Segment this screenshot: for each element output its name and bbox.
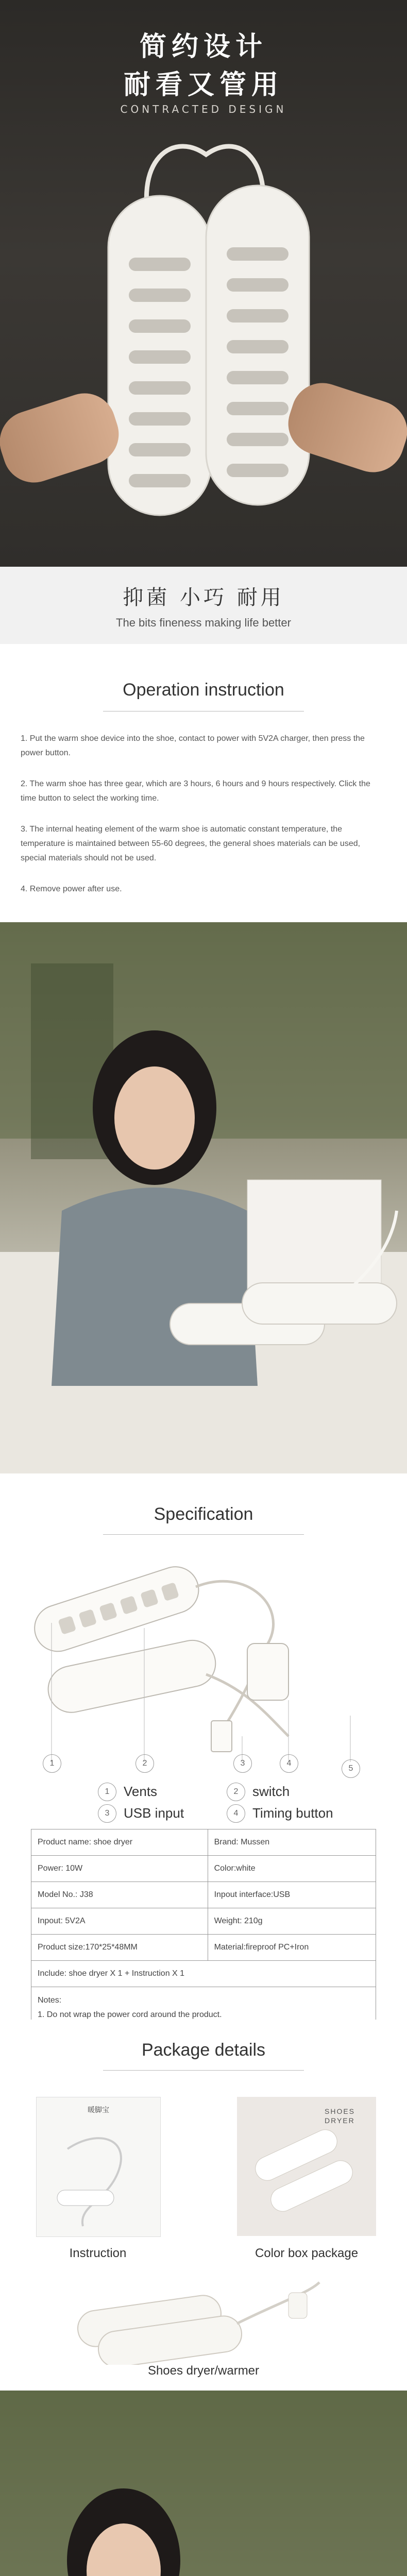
vent-slot <box>129 319 191 333</box>
table-notes-title: Notes: <box>38 1996 62 2005</box>
table-row <box>31 1961 376 1987</box>
table-row <box>31 1829 376 1856</box>
instruction-item: 1. Put the warm shoe device into the shoe, contact to power with 5V2A charger, then press the power button. <box>21 734 365 757</box>
package-label-dryer: Shoes dryer/warmer <box>147 2364 260 2378</box>
table-cell: Product size:170*25*48MM <box>31 1935 208 1961</box>
legend-label-timing: Timing button <box>252 1805 333 1821</box>
table-cell: Model No.: J38 <box>31 1882 208 1908</box>
legend-number: 3 <box>98 1804 116 1823</box>
instruction-booklet-image <box>36 2097 161 2237</box>
callout-number: 3 <box>233 1754 252 1773</box>
vent-slot <box>227 402 289 415</box>
color-box-image <box>237 2097 376 2236</box>
color-box-text: DRYER <box>325 2116 355 2125</box>
table-notes-cell <box>31 1987 376 2020</box>
lifestyle-photo-2 <box>0 2391 407 2576</box>
vent-slot <box>227 340 289 353</box>
table-note: 1. Do not wrap the power cord around the product. <box>38 2010 222 2019</box>
callout-number: 4 <box>280 1754 298 1773</box>
legend-number: 4 <box>227 1804 245 1823</box>
callout-number: 2 <box>135 1754 154 1773</box>
legend-number: 2 <box>227 1783 245 1801</box>
lifestyle-photo-1 <box>0 922 407 1473</box>
vent-slot <box>129 381 191 395</box>
package-details-section <box>0 2020 407 2391</box>
hero-section <box>0 0 407 567</box>
table-cell: Brand: Mussen <box>208 1829 376 1856</box>
lifestyle-scene-2 <box>0 2391 407 2576</box>
table-row <box>31 1908 376 1935</box>
vent-slot <box>129 412 191 426</box>
operation-instruction-title: Operation instruction <box>123 680 284 700</box>
table-cell: Product name: shoe dryer <box>31 1829 208 1856</box>
legend-number: 1 <box>98 1783 116 1801</box>
operation-instruction-section <box>0 644 407 922</box>
vent-slot <box>129 443 191 456</box>
booklet-title: 暖脚宝 <box>88 2106 109 2114</box>
feature-band-cn: 抑菌 小巧 耐用 <box>123 586 284 609</box>
vent-slot <box>227 433 289 446</box>
table-cell: Material:fireproof PC+Iron <box>208 1935 376 1961</box>
package-label-instruction: Instruction <box>69 2246 127 2260</box>
vent-slot <box>129 474 191 487</box>
vent-slot <box>227 278 289 292</box>
hero-subtitle: CONTRACTED DESIGN <box>120 103 287 115</box>
vent-slot <box>129 289 191 302</box>
lifestyle-scene-1 <box>0 922 407 1473</box>
title-divider <box>103 2070 304 2071</box>
vent-slot <box>227 247 289 261</box>
package-label-color-box: Color box package <box>255 2246 359 2260</box>
table-cell: Color:white <box>208 1856 376 1882</box>
feature-band <box>0 567 407 644</box>
table-row <box>31 1987 376 2020</box>
instruction-item: 3. The internal heating element of the warm shoe is automatic constant temperature, the temperature is maintained between 55-60 degrees, the general shoes materials can be used, special materials should not be used. <box>21 825 361 862</box>
color-box-text: SHOES <box>325 2107 355 2115</box>
specification-title: Specification <box>154 1504 253 1524</box>
table-cell: Inpout: 5V2A <box>31 1908 208 1935</box>
vent-slot <box>129 258 191 271</box>
legend-label-vents: Vents <box>124 1784 158 1799</box>
specification-section <box>0 1473 407 2020</box>
table-row <box>31 1935 376 1961</box>
instruction-item: 2. The warm shoe has three gear, which are 3 hours, 6 hours and 9 hours respectively. Click the time button to select the working time. <box>21 779 370 803</box>
hero-title-line1: 简约设计 <box>139 31 267 62</box>
package-details-title: Package details <box>141 2040 266 2060</box>
dryer-package-image <box>0 2272 407 2365</box>
hero-product-illustration <box>0 0 407 567</box>
table-cell: Weight: 210g <box>208 1908 376 1935</box>
vent-slot <box>227 309 289 323</box>
legend-label-switch: switch <box>252 1784 290 1799</box>
table-row <box>31 1882 376 1908</box>
spec-diagram <box>0 1546 407 1762</box>
vent-slot <box>227 371 289 384</box>
table-cell: Power: 10W <box>31 1856 208 1882</box>
instruction-item: 4. Remove power after use. <box>21 885 122 893</box>
title-divider <box>103 1534 304 1535</box>
vent-slot <box>129 350 191 364</box>
callout-number: 5 <box>342 1759 360 1778</box>
legend-label-usb: USB input <box>124 1805 184 1821</box>
table-cell: Inpout interface:USB <box>208 1882 376 1908</box>
vent-slot <box>227 464 289 477</box>
feature-band-en: The bits fineness making life better <box>116 616 291 629</box>
table-cell-include: Include: shoe dryer X 1 + Instruction X 1 <box>31 1961 376 1987</box>
callout-number: 1 <box>43 1754 61 1773</box>
hero-title-line2: 耐看又管用 <box>123 70 283 100</box>
table-row <box>31 1856 376 1882</box>
spec-table <box>31 1829 376 2020</box>
